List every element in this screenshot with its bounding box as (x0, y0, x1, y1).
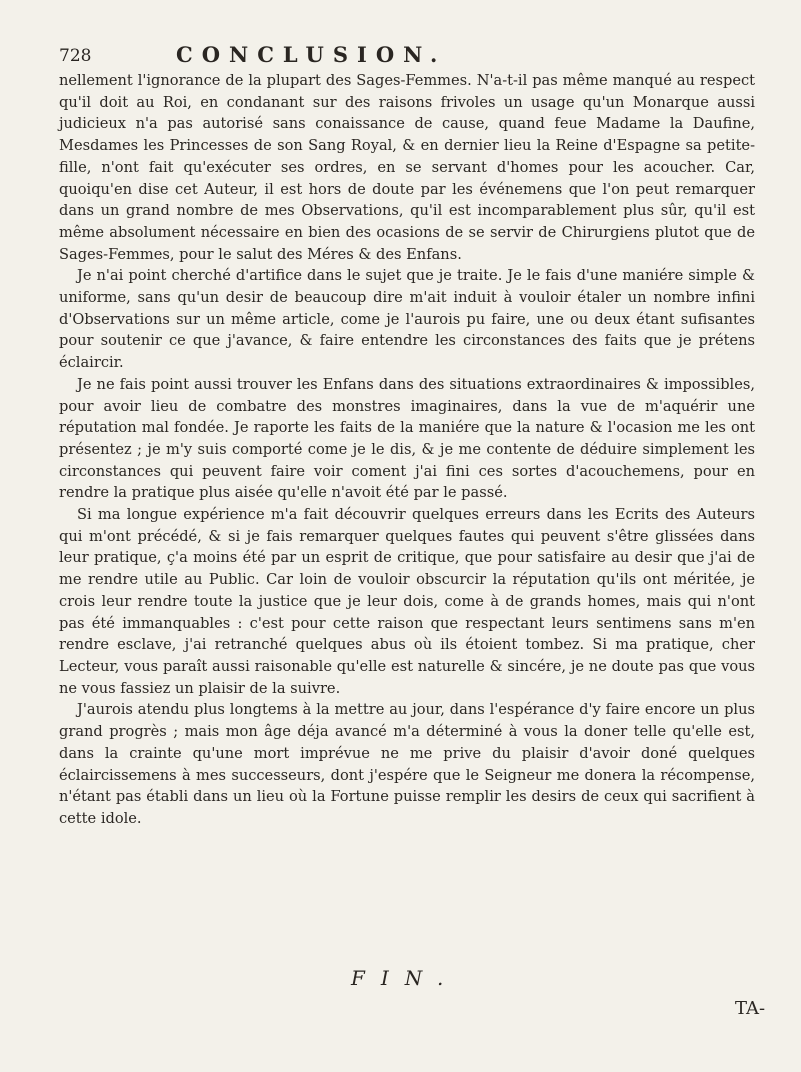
catchword: TA- (735, 998, 766, 1019)
page-number: 728 (59, 46, 92, 66)
page-header (59, 38, 755, 68)
paragraph: nellement l'ignorance de la plupart des Sages-Femmes. N'a-t-il pas même manqué au respect qu'il doit au Roi, en condanant sur des raisons frivoles un usage qu'un Monarque aussi judicieux n'a pas autorisé sans conaissance de cause, quand feue Madame la Daufine, Mesdames les Princesses de son Sang Royal, & en dernier lieu la Reine d'Espagne sa petite-fille, n'ont fait qu'exécuter ses ordres, en se servant d'homes pour les acoucher. Car, quoiqu'en dise cet Auteur, il est hors de doute par les événemens que l'on peut remarquer dans un grand nombre de mes Observations, qu'il est incomparablement plus sûr, qu'il est même absolument nécessaire en bien des ocasions de se servir de Chirurgiens plutot que de Sages-Femmes, pour le salut des Méres & des Enfans. (59, 72, 755, 263)
body-text (59, 70, 755, 830)
paragraph: J'aurois atendu plus longtems à la mettre au jour, dans l'espérance d'y faire encore un plus grand progrès ; mais mon âge déja avancé m'a déterminé à vous la doner telle qu'elle est, dans la crainte qu'une mort imprévue ne me prive du plaisir d'avoir doné quelques éclaircissemens à mes successeurs, dont j'espére que le Seigneur me donera la récompense, n'étant pas établi dans un lieu où la Fortune puisse remplir les desirs de ceux qui sacrifient à cette idole. (59, 701, 755, 827)
fin-marker: FIN. (351, 966, 460, 990)
paragraph: Je ne fais point aussi trouver les Enfans dans des situations extraordinaires & impossibles, pour avoir lieu de combatre des monstres imaginaires, dans la vue de m'aquérir une réputation mal fondée. Je raporte les faits de la maniére que la nature & l'ocasion me les ont présentez ; je m'y suis comporté come je le dis, & je me contente de déduire simplement les circonstances qui peuvent faire voir coment j'ai fini ces sortes d'acouchemens, pour en rendre la pratique plus aisée qu'elle n'avoit été par le passé. (59, 375, 755, 502)
running-title: CONCLUSION. (176, 42, 447, 67)
paragraph: Si ma longue expérience m'a fait découvrir quelques erreurs dans les Ecrits des Auteurs qui m'ont précédé, & si je fais remarquer quelques fautes qui peuvent s'être glissées dans leur pratique, ç'a moins été par un esprit de critique, que pour satisfaire au desir que j'ai de me rendre utile au Public. Car loin de vouloir obscurcir la réputation qu'ils ont méritée, je crois leur rendre toute la justice que je leur dois, come à de grands homes, mais qui n'ont pas été immanquables : c'est pour cette raison que respectant leurs sentimens sans m'en rendre esclave, j'ai retranché quelques abus où ils étoient tombez. Si ma pratique, cher Lecteur, vous paraît aussi raisonable qu'elle est naturelle & sincére, je ne doute pas que vous ne vous fassiez un plaisir de la suivre. (59, 506, 755, 697)
paragraph: Je n'ai point cherché d'artifice dans le sujet que je traite. Je le fais d'une maniére simple & uniforme, sans qu'un desir de beaucoup dire m'ait induit à vouloir étaler un nombre infini d'Observations sur un même article, come je l'aurois pu faire, une ou deux étant sufisantes pour soutenir ce que j'avance, & faire entendre les circonstances des faits que je prétens éclaircir. (59, 267, 755, 372)
